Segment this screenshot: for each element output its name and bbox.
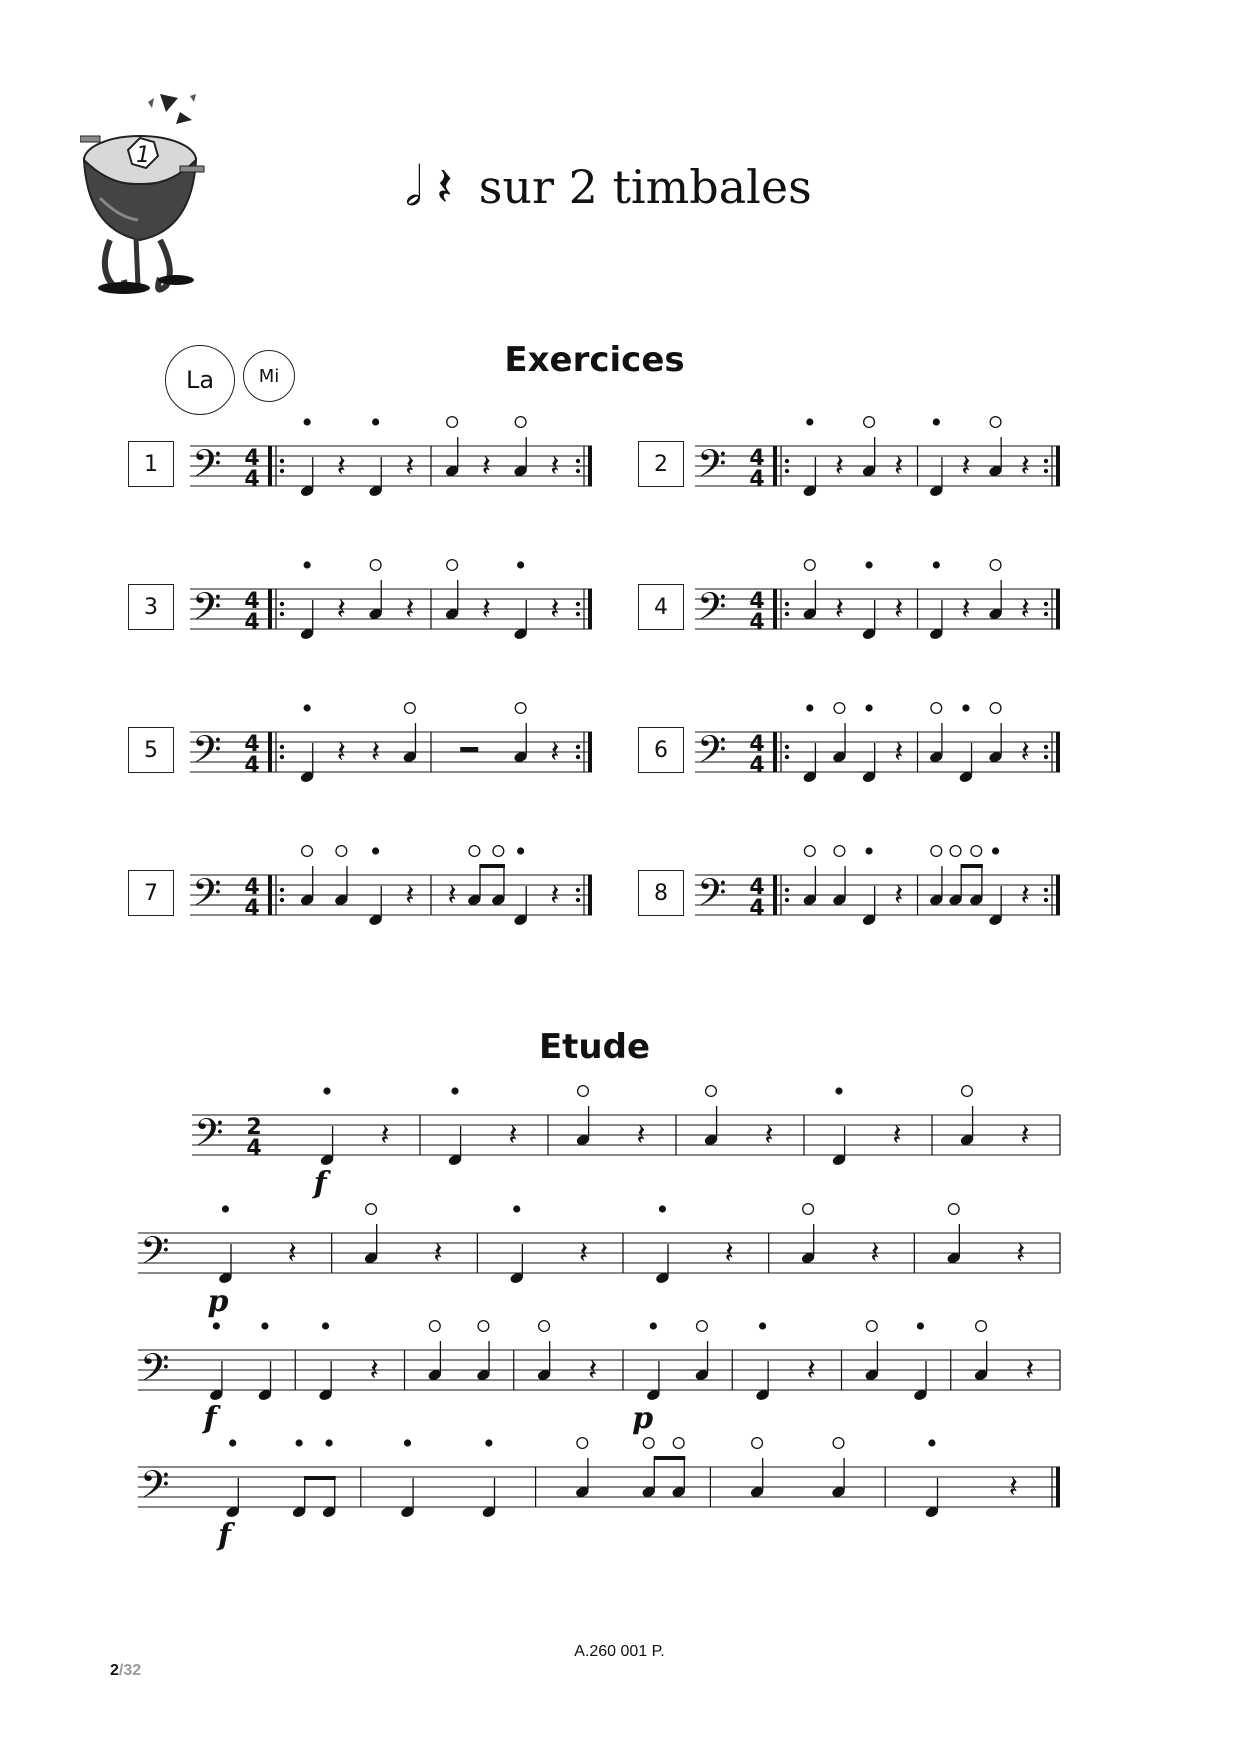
- title-text: sur 2 timbales: [478, 160, 812, 214]
- exercise-number: 8: [654, 880, 668, 906]
- etude-heading: Etude: [538, 1027, 651, 1067]
- marker-circle-mi: [447, 560, 458, 571]
- repeat-thick-bar: [1056, 875, 1060, 915]
- dynamic-marking: p: [207, 1284, 229, 1319]
- marker-dot-la: [650, 1322, 657, 1329]
- marker-circle-mi: [803, 1204, 814, 1215]
- quarter-rest-icon: 𝄽: [1020, 449, 1030, 484]
- dynamic-marking: f: [313, 1166, 327, 1201]
- repeat-dot: [576, 459, 580, 463]
- repeat-thick-bar: [773, 589, 777, 629]
- repeat-thick-bar: [1056, 446, 1060, 486]
- marker-circle-mi: [366, 1204, 377, 1215]
- quarter-rest-icon: 𝄽: [724, 1236, 734, 1271]
- bass-clef-icon: 𝄢: [194, 1110, 224, 1164]
- repeat-dot: [280, 602, 284, 606]
- quarter-rest-icon: 𝄽: [369, 1353, 379, 1388]
- marker-circle-mi: [515, 703, 526, 714]
- quarter-rest-icon: 𝄽: [578, 1236, 589, 1271]
- exercise-number: 1: [144, 451, 158, 477]
- bass-clef-icon: 𝄢: [140, 1462, 170, 1516]
- marker-circle-mi: [493, 846, 504, 857]
- quarter-rest-icon: 𝄽: [894, 449, 904, 484]
- marker-dot-la: [296, 1439, 303, 1446]
- marker-dot-la: [917, 1322, 924, 1329]
- marker-dot-la: [261, 1322, 268, 1329]
- repeat-dot: [576, 755, 580, 759]
- exercices-heading: Exercices: [504, 340, 685, 380]
- pitch-la-label: La: [185, 366, 215, 394]
- marker-circle-mi: [864, 417, 875, 428]
- repeat-dot: [280, 612, 284, 616]
- time-signature-bottom: 4: [749, 610, 765, 635]
- quarter-note-icon: 𝅗𝅥: [405, 155, 423, 218]
- repeat-thick-bar: [588, 589, 592, 629]
- repeat-dot: [280, 755, 284, 759]
- marker-dot-la: [323, 1087, 330, 1094]
- time-signature-bottom: 4: [244, 896, 260, 921]
- marker-circle-mi: [931, 703, 942, 714]
- badge-number: 1: [136, 143, 150, 168]
- repeat-dot: [1044, 459, 1048, 463]
- quarter-rest-icon: 𝄽: [433, 1236, 443, 1271]
- marker-dot-la: [213, 1322, 220, 1329]
- marker-circle-mi: [962, 1086, 973, 1097]
- marker-circle-mi: [447, 417, 458, 428]
- repeat-thick-bar: [588, 446, 592, 486]
- marker-circle-mi: [539, 1321, 550, 1332]
- repeat-thick-bar: [773, 875, 777, 915]
- repeat-dot: [1044, 602, 1048, 606]
- marker-circle-mi: [990, 560, 1001, 571]
- time-signature-bottom: 4: [749, 467, 765, 492]
- marker-dot-la: [513, 1205, 520, 1212]
- marker-circle-mi: [976, 1321, 987, 1332]
- eighth-beam: [961, 864, 983, 868]
- quarter-rest-icon: 𝄽: [892, 1118, 902, 1153]
- marker-dot-la: [835, 1087, 842, 1094]
- bass-clef-icon: 𝄢: [140, 1228, 170, 1282]
- marker-circle-mi: [971, 846, 982, 857]
- repeat-dot: [576, 469, 580, 473]
- marker-dot-la: [806, 418, 813, 425]
- marker-dot-la: [517, 561, 524, 568]
- quarter-rest-icon: 𝄽: [1020, 1118, 1030, 1153]
- marker-circle-mi: [950, 846, 961, 857]
- exercise-number: 3: [144, 594, 158, 620]
- repeat-thick-bar: [1056, 589, 1060, 629]
- quarter-rest-icon: 𝄽: [550, 449, 560, 484]
- marker-circle-mi: [931, 846, 942, 857]
- repeat-dot: [280, 898, 284, 902]
- quarter-rest-icon: 𝄽: [550, 878, 560, 913]
- quarter-rest-icon: 𝄽: [1020, 592, 1030, 627]
- marker-circle-mi: [673, 1438, 684, 1449]
- marker-circle-mi: [404, 703, 415, 714]
- repeat-dot: [280, 745, 284, 749]
- marker-dot-la: [865, 561, 872, 568]
- marker-dot-la: [485, 1439, 492, 1446]
- time-signature-bottom: 4: [244, 610, 260, 635]
- time-signature-top: 4: [749, 446, 765, 471]
- quarter-rest-icon: 𝄽: [870, 1236, 880, 1271]
- marker-circle-mi: [643, 1438, 654, 1449]
- marker-dot-la: [304, 561, 311, 568]
- time-signature-top: 2: [246, 1115, 262, 1140]
- repeat-thick-bar: [773, 446, 777, 486]
- quarter-rest-icon: 𝄽: [894, 878, 904, 913]
- marker-circle-mi: [990, 417, 1001, 428]
- time-signature-top: 4: [244, 589, 260, 614]
- marker-circle-mi: [834, 703, 845, 714]
- eighth-beam: [479, 864, 505, 868]
- repeat-dot: [785, 612, 789, 616]
- marker-circle-mi: [697, 1321, 708, 1332]
- marker-dot-la: [517, 847, 524, 854]
- marker-circle-mi: [834, 846, 845, 857]
- marker-dot-la: [222, 1205, 229, 1212]
- repeat-dot: [1044, 745, 1048, 749]
- page-current: 2: [110, 1662, 119, 1679]
- dynamic-marking: p: [632, 1401, 654, 1436]
- time-signature-top: 4: [749, 732, 765, 757]
- quarter-rest-icon: 𝄽: [550, 592, 560, 627]
- quarter-rest-icon: 𝄽: [834, 449, 845, 484]
- repeat-dot: [1044, 612, 1048, 616]
- quarter-rest-icon: 𝄽: [894, 592, 904, 627]
- repeat-dot: [576, 602, 580, 606]
- quarter-rest-icon: 𝄽: [508, 1118, 518, 1153]
- marker-dot-la: [865, 704, 872, 711]
- quarter-rest-icon: 𝄽: [834, 592, 845, 627]
- time-signature-bottom: 4: [244, 467, 260, 492]
- marker-circle-mi: [752, 1438, 763, 1449]
- repeat-dot: [280, 469, 284, 473]
- quarter-rest-icon: 𝄽: [405, 592, 415, 627]
- marker-dot-la: [326, 1439, 333, 1446]
- exercise-number: 4: [654, 594, 668, 620]
- repeat-dot: [576, 612, 580, 616]
- quarter-rest-icon: 𝄽: [1025, 1353, 1035, 1388]
- eighth-beam: [654, 1456, 686, 1460]
- marker-circle-mi: [804, 560, 815, 571]
- exercise-number: 6: [654, 737, 668, 763]
- repeat-dot: [785, 898, 789, 902]
- marker-circle-mi: [478, 1321, 489, 1332]
- bass-clef-icon: 𝄢: [192, 727, 222, 781]
- time-signature-bottom: 4: [246, 1136, 262, 1161]
- quarter-rest-icon: 𝄽: [1020, 735, 1030, 770]
- marker-circle-mi: [469, 846, 480, 857]
- bass-clef-icon: 𝄢: [697, 727, 727, 781]
- bass-clef-icon: 𝄢: [192, 870, 222, 924]
- quarter-rest-icon: 𝄽: [894, 735, 904, 770]
- quarter-rest-icon: 𝄽: [287, 1236, 297, 1271]
- dynamic-marking: f: [203, 1401, 217, 1436]
- bass-clef-icon: 𝄢: [192, 584, 222, 638]
- bass-clef-icon: 𝄢: [192, 441, 222, 495]
- final-thick-bar: [1056, 1467, 1060, 1507]
- time-signature-top: 4: [244, 732, 260, 757]
- time-signature-top: 4: [749, 875, 765, 900]
- repeat-thick-bar: [588, 875, 592, 915]
- quarter-rest-icon: 𝄽: [481, 449, 491, 484]
- marker-dot-la: [933, 561, 940, 568]
- marker-dot-la: [759, 1322, 766, 1329]
- bass-clef-icon: 𝄢: [697, 441, 727, 495]
- marker-dot-la: [992, 847, 999, 854]
- repeat-thick-bar: [268, 446, 272, 486]
- marker-dot-la: [372, 847, 379, 854]
- quarter-rest-icon: 𝄽: [961, 449, 971, 484]
- bass-clef-icon: 𝄢: [697, 584, 727, 638]
- marker-circle-mi: [515, 417, 526, 428]
- marker-circle-mi: [948, 1204, 959, 1215]
- marker-circle-mi: [578, 1086, 589, 1097]
- repeat-dot: [785, 745, 789, 749]
- marker-dot-la: [229, 1439, 236, 1446]
- quarter-rest-icon: 𝄽: [336, 735, 346, 770]
- quarter-rest-icon: 𝄽: [336, 449, 346, 484]
- quarter-rest-icon: 𝄽: [1015, 1236, 1026, 1271]
- repeat-dot: [785, 755, 789, 759]
- marker-dot-la: [372, 418, 379, 425]
- marker-dot-la: [304, 418, 311, 425]
- time-signature-top: 4: [244, 875, 260, 900]
- repeat-dot: [785, 469, 789, 473]
- repeat-thick-bar: [773, 732, 777, 772]
- page-total: /32: [118, 1662, 142, 1679]
- marker-dot-la: [865, 847, 872, 854]
- repeat-thick-bar: [588, 732, 592, 772]
- marker-circle-mi: [577, 1438, 588, 1449]
- page-number: [110, 1662, 141, 1680]
- quarter-rest-icon: 𝄽: [380, 1118, 390, 1153]
- quarter-rest-icon: 𝄽: [405, 449, 415, 484]
- bass-clef-icon: 𝄢: [697, 870, 727, 924]
- marker-dot-la: [404, 1439, 411, 1446]
- quarter-rest-icon: 𝄽: [961, 592, 971, 627]
- repeat-dot: [576, 898, 580, 902]
- time-signature-top: 4: [749, 589, 765, 614]
- time-signature-bottom: 4: [244, 753, 260, 778]
- bass-clef-icon: 𝄢: [140, 1345, 170, 1399]
- repeat-thick-bar: [268, 589, 272, 629]
- marker-circle-mi: [866, 1321, 877, 1332]
- marker-dot-la: [451, 1087, 458, 1094]
- repeat-dot: [576, 745, 580, 749]
- time-signature-bottom: 4: [749, 753, 765, 778]
- marker-circle-mi: [706, 1086, 717, 1097]
- repeat-dot: [1044, 888, 1048, 892]
- repeat-thick-bar: [268, 732, 272, 772]
- marker-circle-mi: [302, 846, 313, 857]
- marker-circle-mi: [370, 560, 381, 571]
- eighth-beam: [304, 1476, 336, 1480]
- quarter-rest-icon: 𝄽: [764, 1118, 774, 1153]
- marker-circle-mi: [429, 1321, 440, 1332]
- time-signature-top: 4: [244, 446, 260, 471]
- quarter-rest-icon: 𝄽: [447, 878, 457, 913]
- marker-dot-la: [933, 418, 940, 425]
- repeat-dot: [785, 888, 789, 892]
- marker-dot-la: [322, 1322, 329, 1329]
- repeat-dot: [280, 888, 284, 892]
- exercise-number: 5: [144, 737, 158, 763]
- marker-circle-mi: [833, 1438, 844, 1449]
- repeat-thick-bar: [268, 875, 272, 915]
- marker-dot-la: [659, 1205, 666, 1212]
- repeat-thick-bar: [1056, 732, 1060, 772]
- repeat-dot: [785, 459, 789, 463]
- quarter-rest-icon: 𝄽: [336, 592, 346, 627]
- catalog-code: A.260 001 P.: [574, 1643, 665, 1660]
- quarter-rest-icon: 𝄽: [636, 1118, 646, 1153]
- repeat-dot: [280, 459, 284, 463]
- pitch-mi-label: Mi: [258, 365, 280, 387]
- marker-dot-la: [962, 704, 969, 711]
- quarter-rest-icon: 𝄽: [806, 1353, 816, 1388]
- repeat-dot: [1044, 898, 1048, 902]
- repeat-dot: [785, 602, 789, 606]
- time-signature-bottom: 4: [749, 896, 765, 921]
- marker-circle-mi: [336, 846, 347, 857]
- quarter-rest-icon: 𝄽: [588, 1353, 598, 1388]
- quarter-rest-icon: 𝄽: [371, 735, 381, 770]
- repeat-dot: [1044, 755, 1048, 759]
- marker-circle-mi: [804, 846, 815, 857]
- marker-circle-mi: [990, 703, 1001, 714]
- exercise-number: 2: [654, 451, 668, 477]
- quarter-rest-icon: 𝄽: [405, 878, 415, 913]
- marker-dot-la: [928, 1439, 935, 1446]
- half-rest-icon: [460, 747, 478, 752]
- quarter-rest-icon: 𝄽: [1008, 1470, 1018, 1505]
- quarter-rest-icon: 𝄽: [436, 155, 453, 218]
- quarter-rest-icon: 𝄽: [550, 735, 560, 770]
- repeat-dot: [576, 888, 580, 892]
- quarter-rest-icon: 𝄽: [1020, 878, 1030, 913]
- marker-dot-la: [304, 704, 311, 711]
- dynamic-marking: f: [218, 1518, 231, 1553]
- quarter-rest-icon: 𝄽: [481, 592, 491, 627]
- repeat-dot: [1044, 469, 1048, 473]
- exercise-number: 7: [144, 880, 158, 906]
- marker-dot-la: [806, 704, 813, 711]
